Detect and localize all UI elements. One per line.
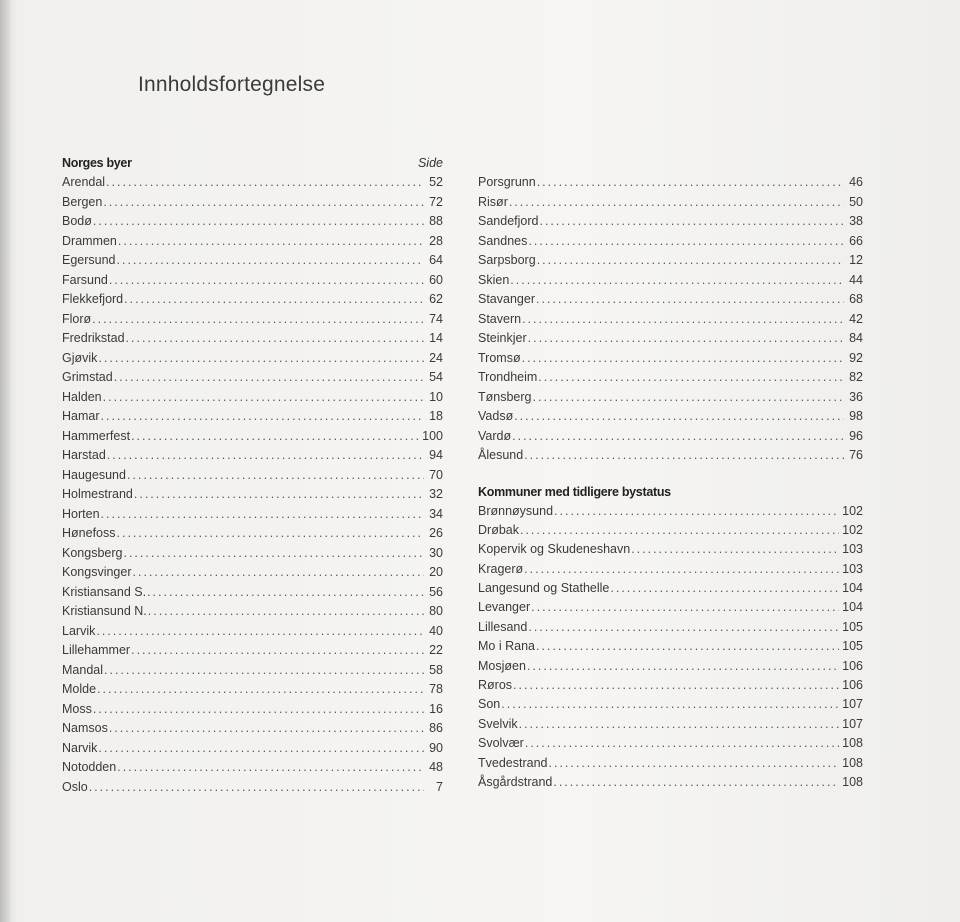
toc-entry (62, 290, 443, 310)
toc-entry (62, 407, 443, 427)
dot-leader (553, 773, 839, 792)
toc-entry (478, 695, 863, 714)
toc-entry-name: Trondheim (478, 370, 538, 384)
toc-entry-page: 104 (842, 600, 863, 615)
dot-leader (126, 329, 424, 349)
dot-leader (501, 695, 839, 714)
toc-entry-page: 108 (842, 774, 863, 789)
dot-leader (106, 173, 424, 193)
toc-entry (62, 739, 443, 759)
dot-leader (98, 739, 424, 759)
toc-entry-page: 46 (849, 175, 863, 189)
dot-leader (554, 502, 839, 521)
toc-entry (62, 251, 443, 271)
toc-entry-page: 42 (849, 311, 863, 326)
toc-entry-name: Gjøvik (62, 350, 98, 365)
toc-entry-name: Vardø (478, 428, 512, 443)
toc-entry-page: 20 (429, 565, 443, 579)
toc-entry-name: Langesund og Stathelle (478, 581, 610, 596)
toc-entry (62, 505, 443, 525)
dot-leader (131, 641, 424, 661)
toc-entry-name: Hønefoss (62, 526, 116, 540)
toc-entry-name: Horten (62, 506, 100, 521)
toc-entry-page: 58 (429, 662, 443, 677)
toc-entry-page: 88 (429, 214, 443, 228)
toc-entry-page: 105 (842, 619, 863, 634)
toc-entry-page: 72 (429, 194, 443, 209)
dot-leader (103, 193, 424, 213)
toc-entry (62, 388, 443, 408)
toc-entry-page: 108 (842, 755, 863, 770)
dot-leader (148, 602, 424, 622)
toc-entry-name: Kristiansund N. (62, 604, 147, 618)
toc-entry (478, 618, 863, 637)
toc-entry-name: Skien (478, 272, 510, 287)
dot-leader (124, 290, 424, 310)
toc-entry (62, 778, 443, 798)
dot-leader (93, 212, 424, 232)
section-heading-norges-byer: Norges byer (62, 156, 132, 170)
toc-entry (478, 521, 863, 540)
toc-entry-page: 104 (842, 581, 863, 596)
toc-entry-page: 107 (842, 716, 863, 731)
toc-entry (62, 446, 443, 466)
toc-entry (478, 232, 863, 252)
dot-leader (631, 540, 839, 559)
toc-entry-name: Florø (62, 311, 92, 326)
dot-leader (97, 680, 424, 700)
dot-leader (123, 544, 424, 564)
toc-entry-name: Levanger (478, 600, 531, 615)
toc-entry-page: 90 (429, 740, 443, 755)
toc-entry-name: Tvedestrand (478, 755, 548, 770)
dot-leader (509, 193, 844, 213)
dot-leader (539, 212, 844, 232)
toc-entry-name: Kopervik og Skudeneshavn (478, 542, 631, 557)
toc-entry (478, 388, 863, 408)
toc-entry-name: Larvik (62, 623, 96, 638)
toc-entry (62, 329, 443, 349)
toc-entry-page: 82 (849, 370, 863, 384)
toc-entry-page: 102 (842, 503, 863, 518)
dot-leader (610, 579, 839, 598)
dot-leader (147, 583, 424, 603)
toc-entry-page: 32 (429, 487, 443, 501)
toc-entry (478, 715, 863, 734)
toc-entry-name: Kongsberg (62, 545, 123, 560)
toc-entry-name: Svolvær (478, 736, 524, 751)
toc-entry-page: 28 (429, 233, 443, 248)
toc-entry-name: Brønnøysund (478, 503, 554, 518)
toc-entry-name: Kristiansand S. (62, 584, 147, 599)
toc-entry-page: 60 (429, 272, 443, 287)
toc-entry (478, 368, 863, 388)
toc-entry-page: 102 (842, 522, 863, 537)
toc-entry (478, 290, 863, 310)
toc-entry-page: 66 (849, 233, 863, 248)
toc-entry (62, 524, 443, 544)
toc-entry (62, 719, 443, 739)
toc-entry-name: Oslo (62, 779, 88, 794)
toc-entry (62, 349, 443, 369)
dot-leader (512, 427, 844, 447)
toc-entry (62, 758, 443, 778)
toc-entry-name: Vadsø (478, 409, 514, 423)
toc-entry-page: 78 (429, 682, 443, 696)
toc-entry (478, 773, 863, 792)
toc-entry-name: Fredrikstad (62, 331, 125, 345)
toc-entry (62, 680, 443, 700)
toc-entry (62, 700, 443, 720)
dot-leader (537, 251, 844, 271)
dot-leader (519, 715, 840, 734)
toc-entry-page: 48 (429, 760, 443, 774)
toc-entry-page: 54 (429, 370, 443, 384)
dot-leader (522, 310, 844, 330)
toc-entry-page: 56 (429, 584, 443, 599)
toc-entry-name: Sandnes (478, 233, 528, 248)
toc-entry-page: 30 (429, 545, 443, 560)
toc-entry (62, 544, 443, 564)
toc-entry-page: 100 (422, 428, 443, 443)
toc-entry-name: Sarpsborg (478, 253, 536, 267)
toc-entry-name: Haugesund (62, 467, 126, 482)
toc-entry (62, 583, 443, 603)
toc-entry-page: 18 (429, 409, 443, 423)
toc-entry (478, 754, 863, 773)
toc-entry (478, 212, 863, 232)
toc-entry (478, 734, 863, 753)
dot-leader (103, 388, 424, 408)
toc-entry-page: 98 (849, 409, 863, 423)
dot-leader (93, 700, 424, 720)
toc-entry-name: Egersund (62, 253, 116, 267)
toc-entry-name: Harstad (62, 448, 106, 462)
toc-entry-page: 68 (849, 292, 863, 306)
toc-entry (478, 407, 863, 427)
dot-leader (114, 368, 424, 388)
toc-entry (478, 251, 863, 271)
toc-entry (478, 173, 863, 193)
dot-leader (101, 505, 424, 525)
toc-entry-name: Halden (62, 389, 102, 404)
toc-entry-name: Risør (478, 194, 508, 209)
toc-entry-page: 64 (429, 253, 443, 267)
toc-entry-name: Lillesand (478, 619, 528, 634)
toc-entry (62, 173, 443, 193)
toc-entry-page: 84 (849, 331, 863, 345)
dot-leader (118, 232, 424, 252)
dot-leader (101, 407, 424, 427)
toc-entry (478, 598, 863, 617)
toc-entry-page: 40 (429, 623, 443, 638)
toc-entry-name: Svelvik (478, 716, 518, 731)
toc-entry-page: 105 (842, 639, 863, 654)
toc-entry (478, 271, 863, 291)
toc-entry-page: 38 (849, 214, 863, 228)
section-spacer (478, 466, 863, 483)
toc-entry-page: 10 (429, 389, 443, 404)
toc-entry (478, 446, 863, 466)
toc-entry-name: Sandefjord (478, 214, 539, 228)
dot-leader (528, 329, 844, 349)
toc-entry-page: 96 (849, 428, 863, 443)
toc-entry-name: Mandal (62, 662, 103, 677)
toc-entry-name: Tromsø (478, 350, 521, 365)
toc-entry-page: 106 (842, 658, 863, 673)
toc-entry-page: 103 (842, 561, 863, 576)
toc-entry (62, 212, 443, 232)
section-heading-row (478, 483, 863, 502)
toc-entry-page: 14 (429, 331, 443, 345)
dot-leader (134, 485, 424, 505)
toc-entry-name: Steinkjer (478, 331, 527, 345)
toc-entry (478, 310, 863, 330)
dot-leader (522, 349, 844, 369)
toc-entry (478, 193, 863, 213)
toc-entry (478, 349, 863, 369)
toc-entry-name: Arendal (62, 175, 106, 189)
toc-entry (478, 560, 863, 579)
toc-entry (478, 676, 863, 695)
toc-entry-page: 24 (429, 350, 443, 365)
toc-entry-name: Drammen (62, 233, 117, 248)
toc-entry-page: 107 (842, 697, 863, 712)
dot-leader (514, 407, 844, 427)
toc-entry-page: 108 (842, 736, 863, 751)
dot-leader (104, 661, 424, 681)
toc-entry-page: 80 (429, 604, 443, 618)
dot-leader (131, 427, 419, 447)
toc-entry-page: 62 (429, 292, 443, 306)
dot-leader (548, 754, 839, 773)
toc-entry-name: Holmestrand (62, 487, 133, 501)
toc-entry (62, 466, 443, 486)
toc-entry-page: 74 (429, 311, 443, 326)
page-column-label: Side (417, 156, 443, 170)
dot-leader (525, 734, 839, 753)
toc-entry (478, 637, 863, 656)
dot-leader (527, 657, 839, 676)
dot-leader (117, 251, 424, 271)
dot-leader (127, 466, 424, 486)
section-heading-kommuner: Kommuner med tidligere bystatus (478, 484, 671, 499)
toc-entry (62, 602, 443, 622)
dot-leader (513, 676, 839, 695)
dot-leader (89, 778, 424, 798)
toc-entry-name: Hammerfest (62, 428, 131, 443)
toc-entry-name: Notodden (62, 760, 117, 774)
dot-leader (96, 622, 424, 642)
toc-entry (478, 540, 863, 559)
toc-entry-page: 26 (429, 526, 443, 540)
toc-list-norges-byer-continued (478, 173, 863, 466)
dot-leader (528, 232, 844, 252)
toc-entry-name: Flekkefjord (62, 292, 124, 306)
dot-leader (538, 368, 844, 388)
toc-entry-name: Son (478, 697, 501, 712)
toc-entry (478, 502, 863, 521)
toc-entry-name: Stavern (478, 311, 522, 326)
toc-entry-name: Hamar (62, 409, 100, 423)
toc-entry-page: 52 (429, 175, 443, 189)
toc-entry-page: 16 (429, 701, 443, 716)
toc-entry-page: 86 (429, 721, 443, 735)
toc-entry (62, 310, 443, 330)
toc-entry (478, 657, 863, 676)
toc-entry (62, 641, 443, 661)
page-gutter (0, 0, 10, 922)
dot-leader (117, 758, 424, 778)
toc-entry-page: 76 (849, 448, 863, 462)
toc-entry-name: Mo i Rana (478, 639, 535, 654)
toc-entry-page: 12 (849, 253, 863, 267)
toc-entry (62, 193, 443, 213)
toc-list-kommuner (478, 502, 863, 793)
toc-right-column (478, 154, 863, 792)
dot-leader (524, 446, 844, 466)
section-heading-row (62, 154, 443, 173)
toc-entry (478, 329, 863, 349)
toc-entry-page: 70 (429, 467, 443, 482)
dot-leader (107, 446, 424, 466)
toc-entry-name: Molde (62, 682, 97, 696)
toc-entry-name: Drøbak (478, 522, 519, 537)
toc-entry-page: 106 (842, 678, 863, 693)
toc-entry-page: 36 (849, 389, 863, 404)
toc-entry-page: 22 (429, 643, 443, 657)
toc-entry-name: Mosjøen (478, 658, 526, 673)
toc-entry (62, 622, 443, 642)
toc-entry-page: 50 (849, 194, 863, 209)
toc-entry (62, 427, 443, 447)
toc-entry-name: Lillehammer (62, 643, 131, 657)
toc-entry (478, 579, 863, 598)
toc-entry-name: Stavanger (478, 292, 535, 306)
toc-entry-name: Åsgårdstrand (478, 774, 553, 789)
toc-entry (62, 485, 443, 505)
toc-entry (62, 232, 443, 252)
dot-leader (533, 388, 845, 408)
toc-entry-page: 44 (849, 272, 863, 287)
dot-leader (117, 524, 425, 544)
toc-entry-name: Grimstad (62, 370, 113, 384)
toc-entry-name: Namsos (62, 721, 108, 735)
dot-leader (531, 598, 839, 617)
dot-leader (510, 271, 844, 291)
toc-entry (478, 427, 863, 447)
dot-leader (520, 521, 839, 540)
dot-leader (524, 560, 839, 579)
toc-entry (62, 661, 443, 681)
toc-entry-page: 34 (429, 506, 443, 521)
toc-list-norges-byer (62, 173, 443, 797)
dot-leader (92, 310, 424, 330)
toc-entry-name: Tønsberg (478, 389, 532, 404)
toc-entry-name: Bodø (62, 214, 92, 228)
toc-entry (62, 271, 443, 291)
toc-entry-name: Farsund (62, 272, 108, 287)
toc-left-column (62, 154, 443, 797)
dot-leader (109, 719, 424, 739)
toc-entry-name: Moss (62, 701, 92, 716)
dot-leader (536, 290, 844, 310)
toc-entry-name: Narvik (62, 740, 98, 755)
toc-entry-name: Røros (478, 678, 513, 693)
dot-leader (98, 349, 424, 369)
toc-entry (62, 368, 443, 388)
toc-entry-name: Kongsvinger (62, 565, 132, 579)
toc-entry-name: Porsgrunn (478, 175, 536, 189)
dot-leader (537, 173, 844, 193)
toc-entry (62, 563, 443, 583)
toc-entry-page: 7 (436, 779, 443, 794)
toc-entry-page: 103 (842, 542, 863, 557)
dot-leader (528, 618, 839, 637)
page-title: Innholdsfortegnelse (138, 73, 326, 96)
toc-entry-name: Ålesund (478, 448, 524, 462)
dot-leader (536, 637, 839, 656)
dot-leader (109, 271, 424, 291)
toc-entry-name: Kragerø (478, 561, 524, 576)
dot-leader (133, 563, 425, 583)
toc-entry-page: 92 (849, 350, 863, 365)
toc-entry-page: 94 (429, 448, 443, 462)
toc-entry-name: Bergen (62, 194, 103, 209)
